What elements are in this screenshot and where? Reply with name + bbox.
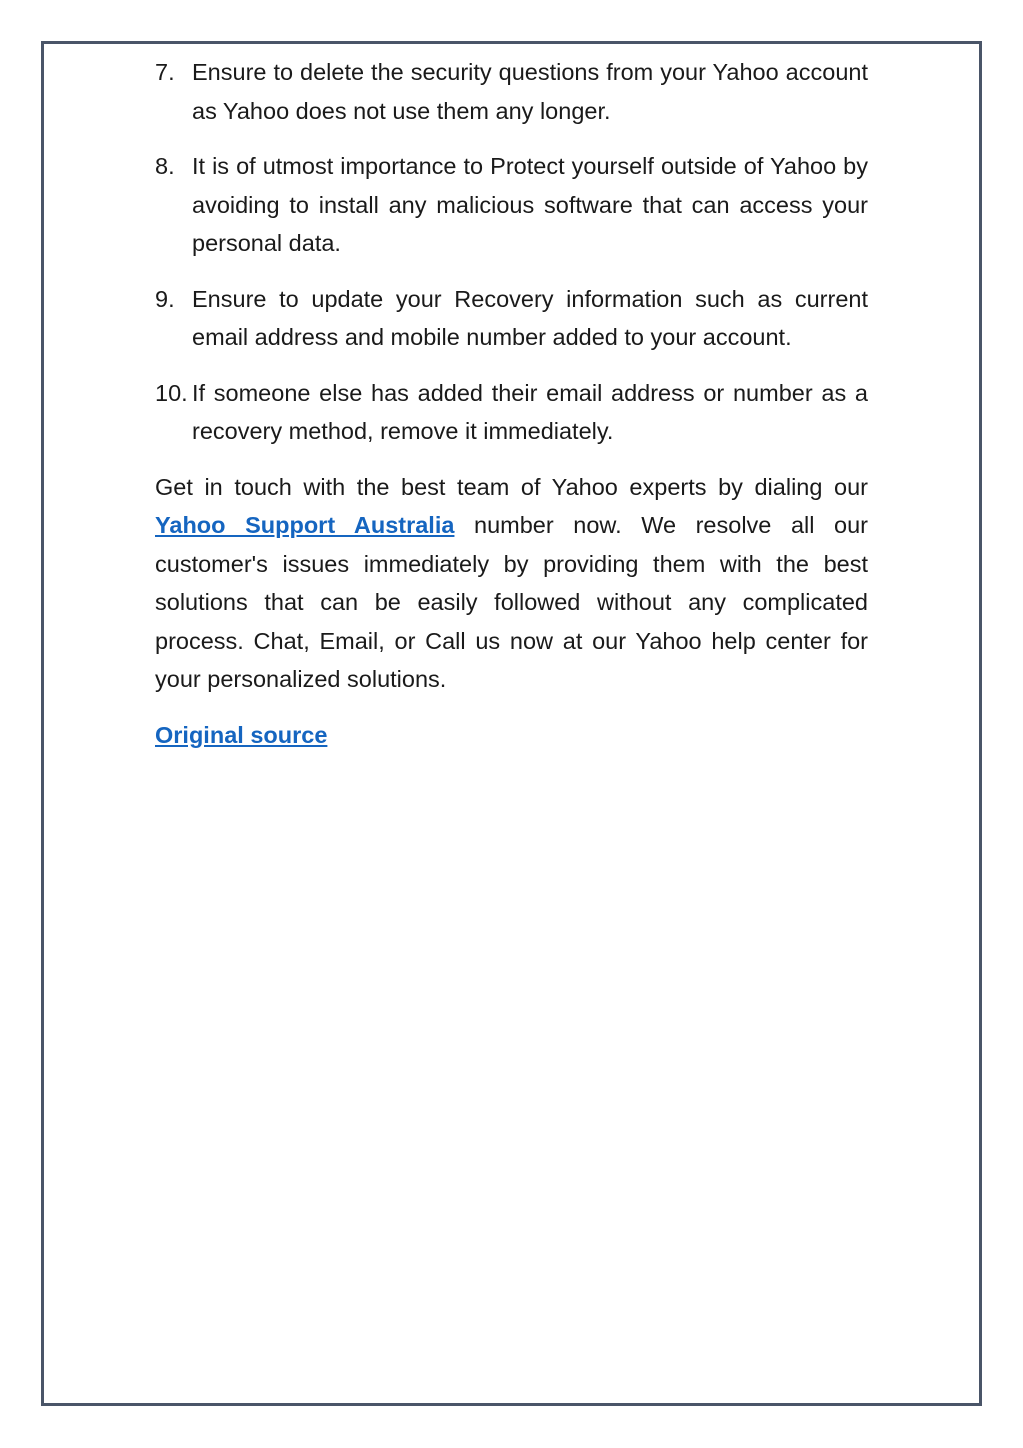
original-source-link[interactable]: Original source xyxy=(155,721,328,748)
paragraph-body-text: number now. We resolve all our customer's issues immediately by providing them with the best solutions that can be easily followed without any complicated process. Chat, Email, or Call us now at our Yahoo help center for your personalized solutions. xyxy=(155,512,868,692)
list-item xyxy=(155,147,868,263)
list-item-text: If someone else has added their email address or number as a recovery method, remove it immediately. xyxy=(192,379,868,444)
list-item-text: Ensure to update your Recovery information such as current email address and mobile number added to your account. xyxy=(192,285,868,350)
list-number: 8. xyxy=(155,153,175,179)
list-number: 7. xyxy=(155,59,175,85)
paragraph-intro-text: Get in touch with the best team of Yahoo experts by dialing our xyxy=(155,473,868,500)
list-number: 9. xyxy=(155,285,175,312)
list-item xyxy=(155,280,868,357)
list-item xyxy=(155,53,868,130)
document-body xyxy=(155,53,868,771)
contact-paragraph xyxy=(155,468,868,699)
list-item-text: Ensure to delete the security questions from your Yahoo account as Yahoo does not use them any longer. xyxy=(192,59,868,124)
numbered-list xyxy=(155,53,868,451)
list-item xyxy=(155,374,868,451)
yahoo-support-australia-link[interactable]: Yahoo Support Australia xyxy=(155,512,455,538)
source-paragraph xyxy=(155,716,868,755)
list-number: 10. xyxy=(155,379,188,406)
list-item-text: It is of utmost importance to Protect yourself outside of Yahoo by avoiding to install any malicious software that can access your personal data. xyxy=(192,153,868,256)
